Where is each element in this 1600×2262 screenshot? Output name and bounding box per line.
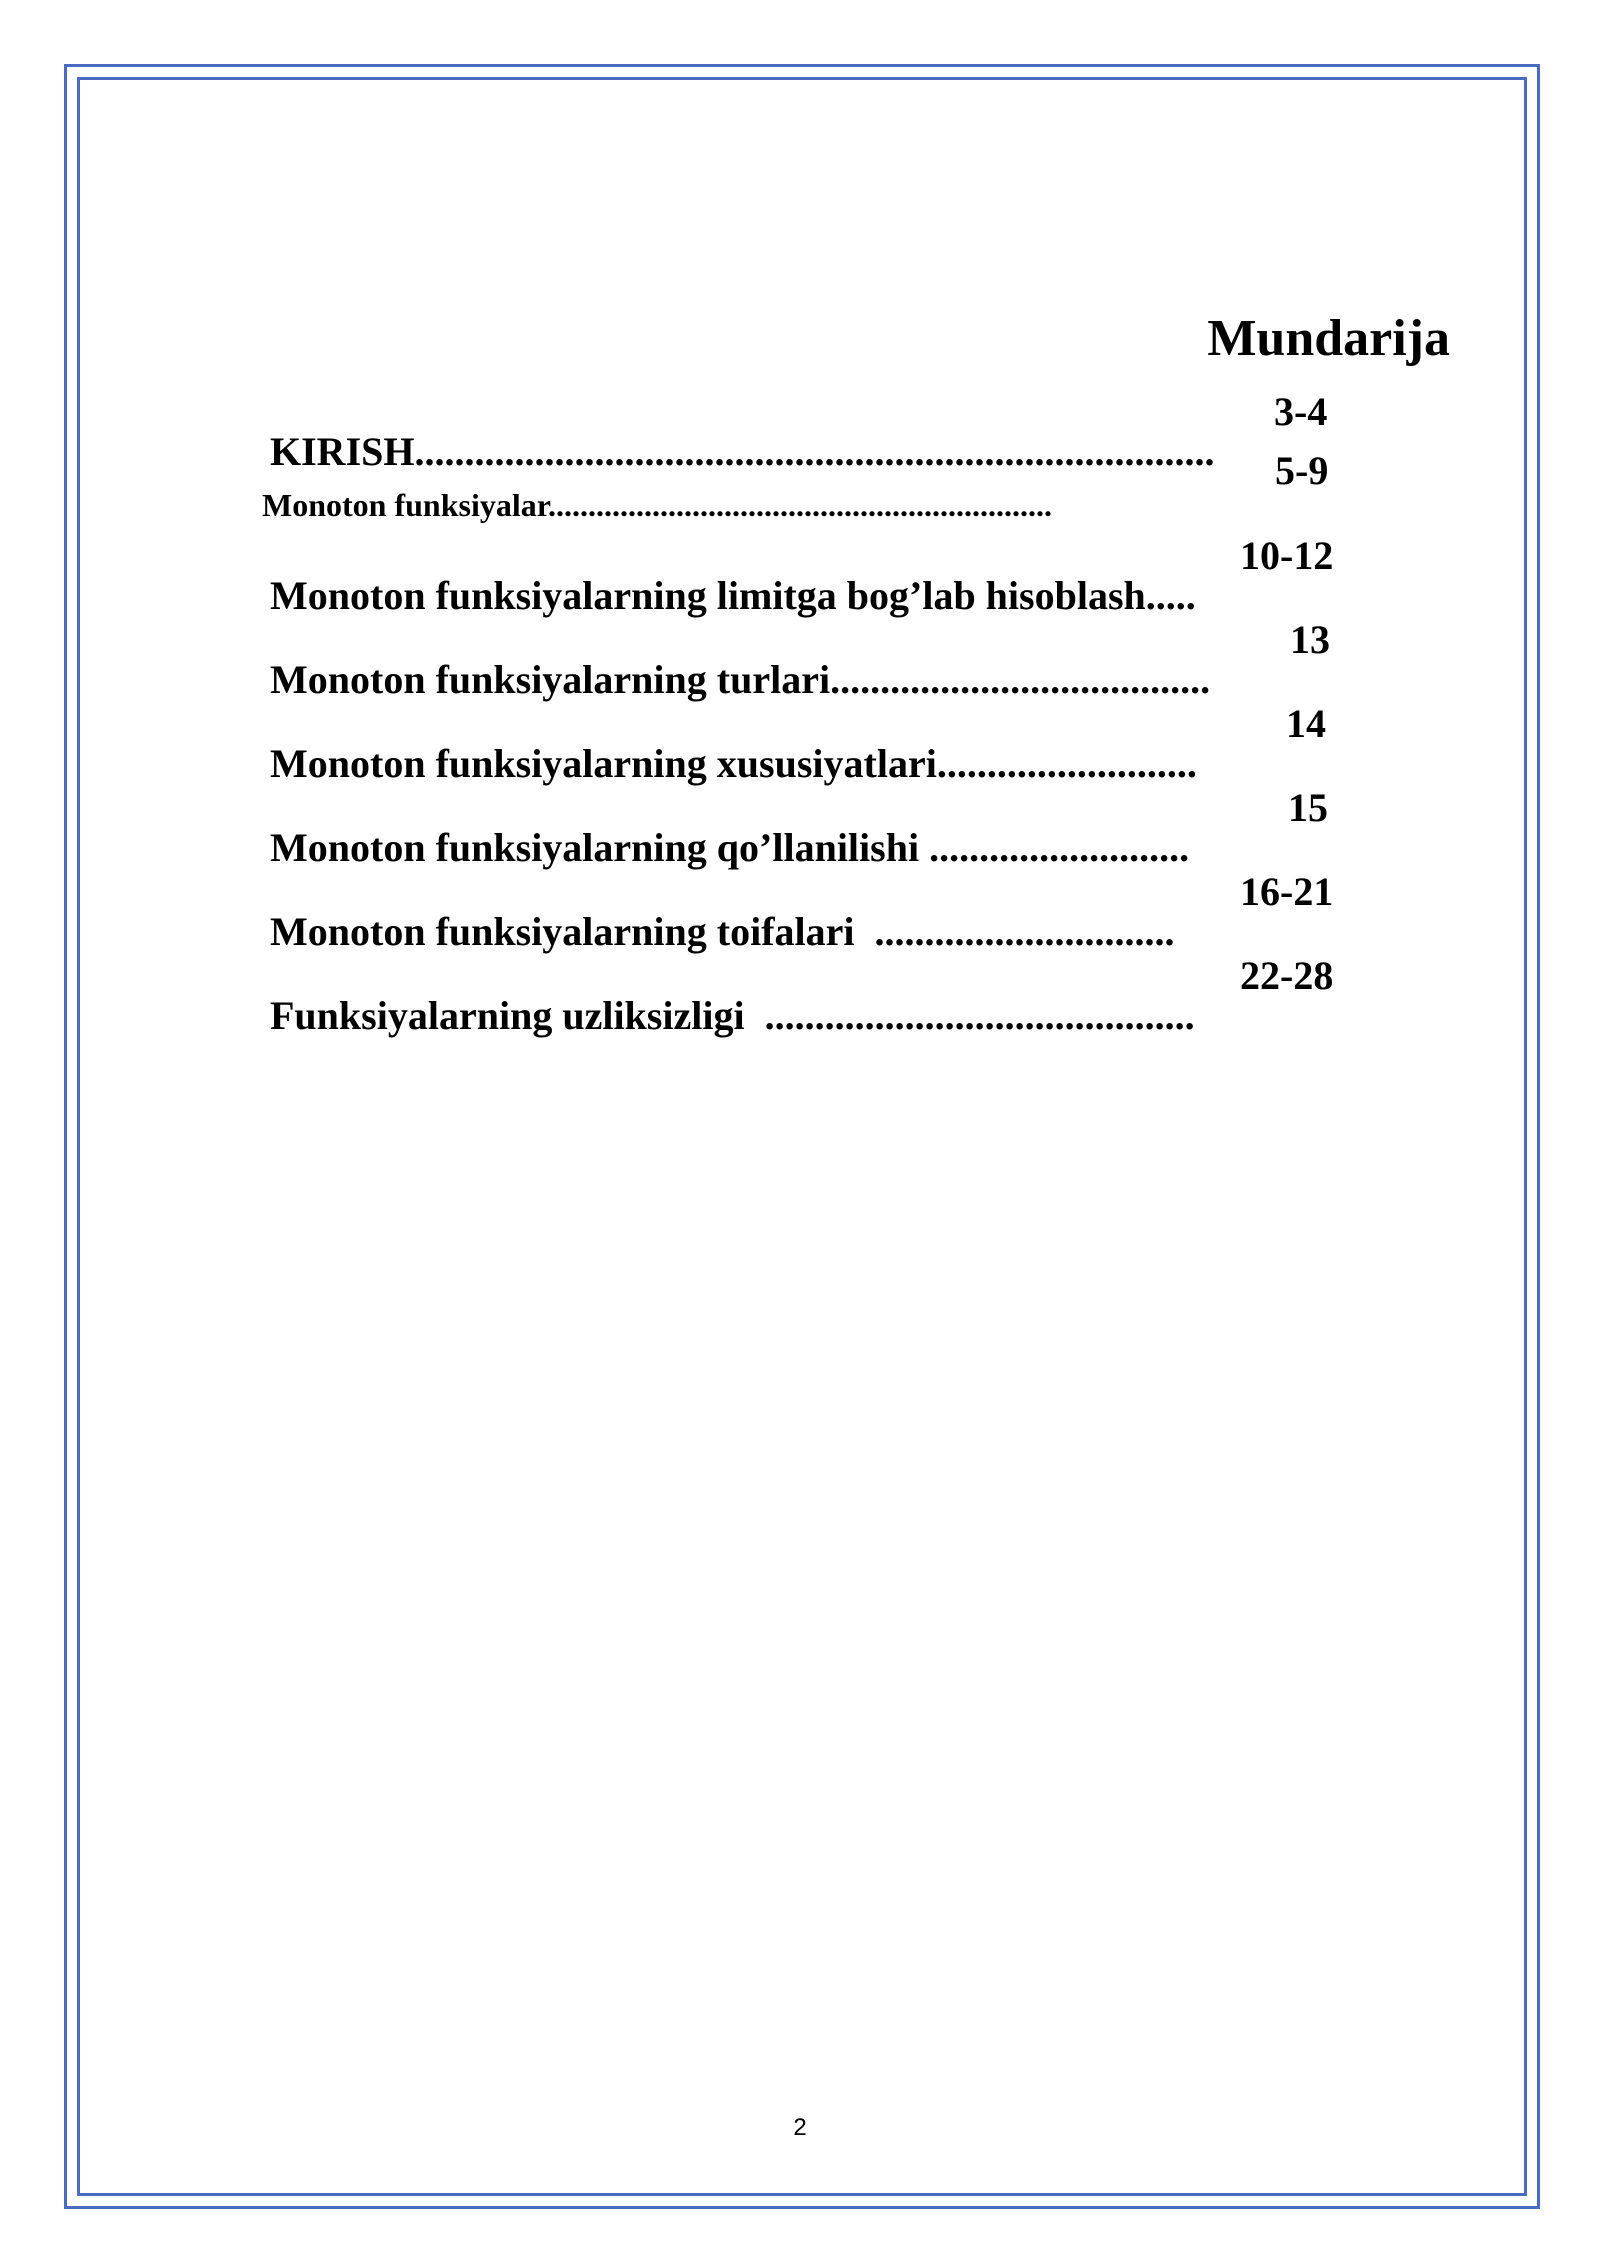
page-number: 2 [793, 2114, 807, 2141]
toc-entry-page: 15 [1288, 785, 1328, 830]
toc-entry-text: Monoton funksiyalarning xususiyatlari.......................... [270, 741, 1197, 786]
toc-entry-page: 14 [1286, 701, 1326, 746]
toc-entry-page: 16-21 [1240, 869, 1334, 914]
toc-entry-page: 13 [1290, 617, 1330, 662]
document-title: Mundarija [1207, 310, 1450, 367]
toc-entry-text: Monoton funksiyalarning turlari...................................... [270, 657, 1211, 702]
toc-entry-page: 22-28 [1240, 953, 1334, 998]
toc-entry-text: Monoton funksiyalar............................................................... [262, 487, 1052, 523]
toc-entry-page: 5-9 [1275, 448, 1329, 493]
toc-entry-page: 3-4 [1274, 389, 1328, 434]
toc-entry-text: Monoton funksiyalarning limitga bog’lab hisoblash..... [270, 573, 1196, 618]
toc-entry-uzliksizligi [230, 953, 1334, 1116]
toc-entry-page: 10-12 [1240, 533, 1334, 578]
toc-entry-text: Monoton funksiyalarning toifalari .............................. [270, 909, 1175, 954]
toc-entry-text: KIRISH................................................................................ [270, 429, 1215, 474]
toc-entry-text: Funksiyalarning uzliksizligi ........................................... [270, 993, 1195, 1038]
toc-entry-text: Monoton funksiyalarning qo’llanilishi .......................... [270, 825, 1190, 870]
